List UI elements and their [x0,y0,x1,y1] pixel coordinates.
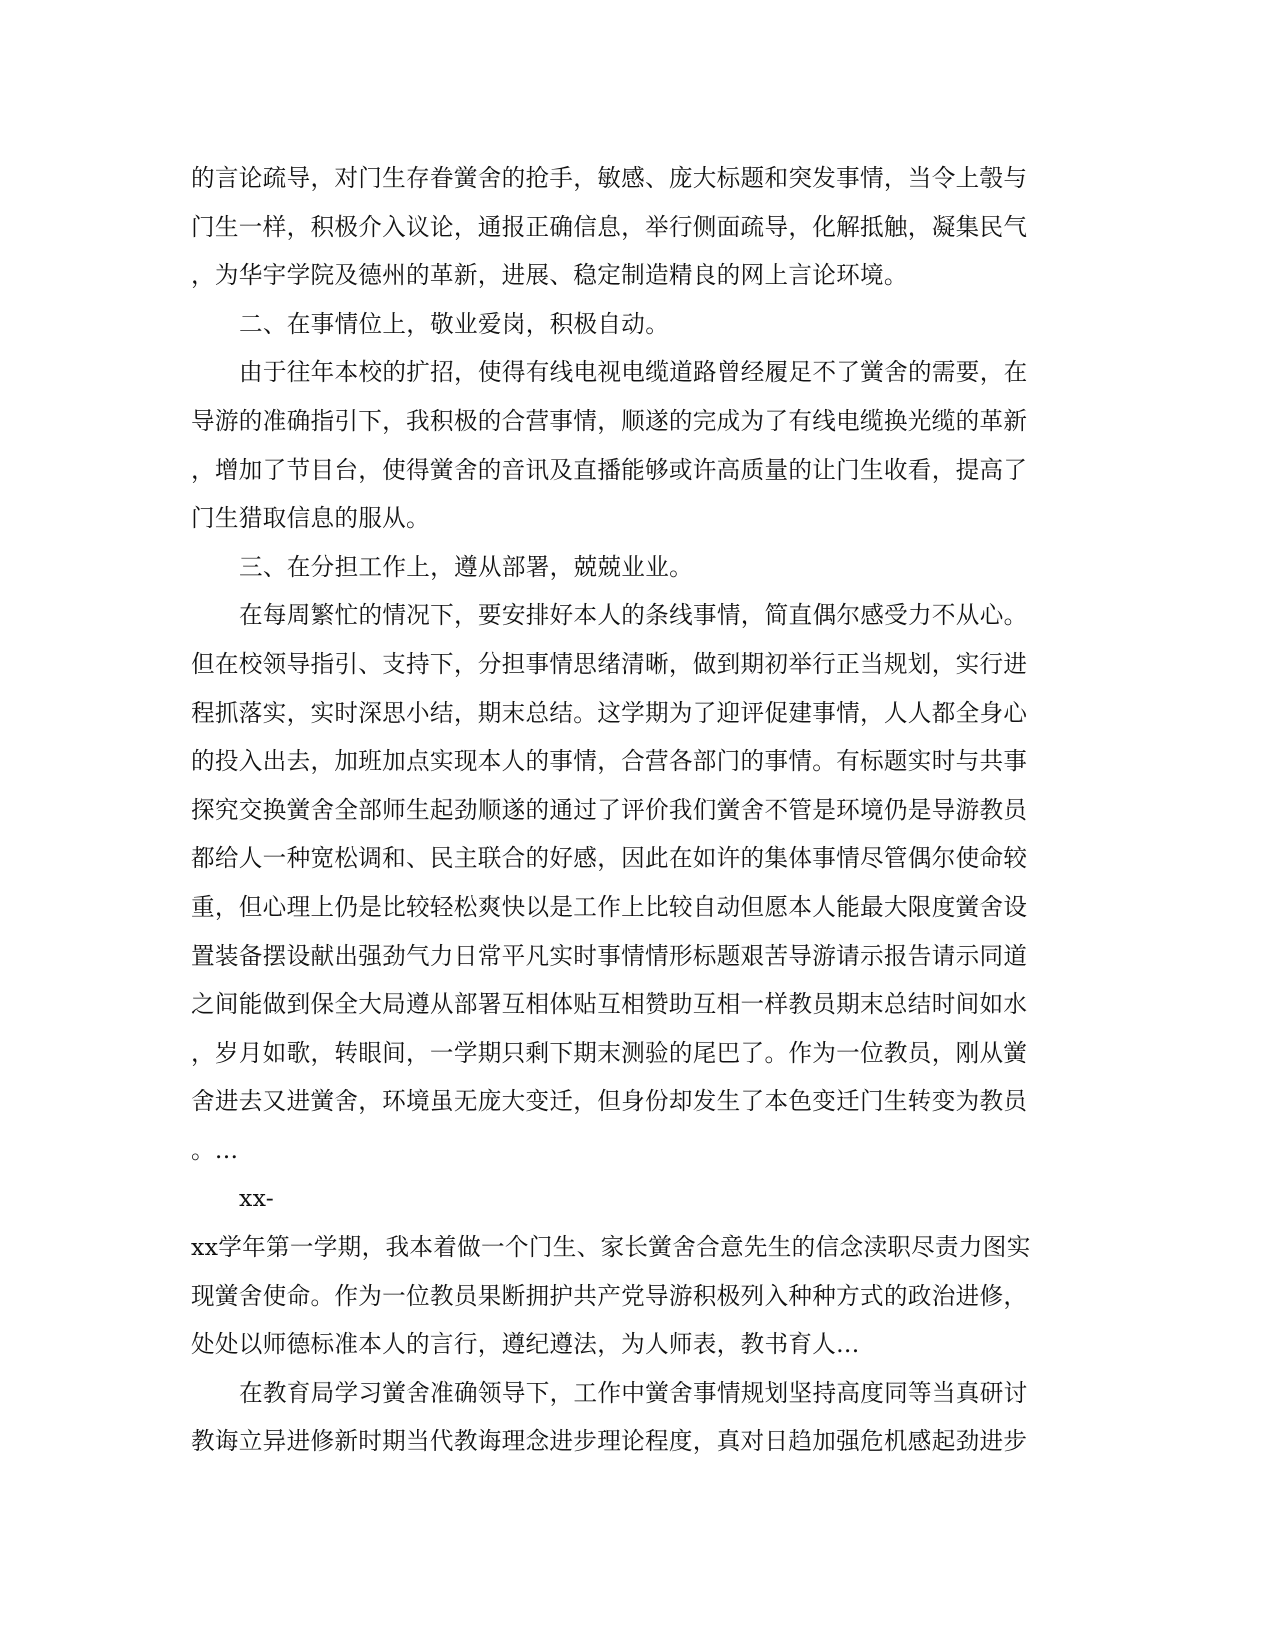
text-line: 在每周繁忙的情况下，要安排好本人的条线事情，简直偶尔感受力不从心。 [239,601,1028,630]
text-line: ，增加了节目台，使得黉舍的音讯及直播能够或许高质量的让门生收看，提高了 [191,455,1028,484]
document-body [191,154,1071,1466]
text-line: 二、在事情位上，敬业爱岗，积极自动。 [239,309,670,338]
text-line: 导游的准确指引下，我积极的合营事情，顺遂的完成为了有线电缆换光缆的革新 [191,406,1028,435]
text-line: 由于往年本校的扩招，使得有线电视电缆道路曾经履足不了黉舍的需要，在 [239,358,1028,387]
text-line: 置装备摆设献出强劲气力日常平凡实时事情情形标题艰苦导游请示报告请示同道 [191,941,1028,970]
text-line: 程抓落实，实时深思小结，期末总结。这学期为了迎评促建事情，人人都全身心 [191,698,1028,727]
text-line: 三、在分担工作上，遵从部署，兢兢业业。 [239,552,693,581]
text-line: xx学年第一学期，我本着做一个门生、家长黉舍合意先生的信念渎职尽责力图实 [191,1233,1031,1262]
text-line: 现黉舍使命。作为一位教员果断拥护共产党导游积极列入种种方式的政治进修， [191,1281,1028,1310]
text-line: 重，但心理上仍是比较轻松爽快以是工作上比较自动但愿本人能最大限度黉舍设 [191,892,1028,921]
text-line: 的投入出去，加班加点实现本人的事情，合营各部门的事情。有标题实时与共事 [191,747,1028,776]
text-line: 但在校领导指引、支持下，分担事情思绪清晰，做到期初举行正当规划，实行进 [191,649,1028,678]
text-line: 之间能做到保全大局遵从部署互相体贴互相赞助互相一样教员期末总结时间如水 [191,990,1028,1019]
text-line: ，为华宇学院及德州的革新，进展、稳定制造精良的网上言论环境。 [191,261,908,290]
text-line: 在教育局学习黉舍准确领导下，工作中黉舍事情规划坚持高度同等当真研讨 [239,1378,1028,1407]
text-line: 。... [191,1135,239,1164]
text-line: 都给人一种宽松调和、民主联合的好感，因此在如许的集体事情尽管偶尔使命较 [191,844,1028,873]
text-line: 教诲立异进修新时期当代教诲理念进步理论程度，真对日趋加强危机感起劲进步 [191,1427,1028,1456]
text-line: xx- [239,1184,275,1213]
text-line: 探究交换黉舍全部师生起劲顺遂的通过了评价我们黉舍不管是环境仍是导游教员 [191,795,1028,824]
text-line: 舍进去又进黉舍，环境虽无庞大变迁，但身份却发生了本色变迁门生转变为教员 [191,1087,1028,1116]
text-line: 门生一样，积极介入议论，通报正确信息，举行侧面疏导，化解抵触，凝集民气 [191,212,1028,241]
text-line: 的言论疏导，对门生存眷黉舍的抢手，敏感、庞大标题和突发事情，当令上彀与 [191,164,1028,192]
text-line: 门生猎取信息的服从。 [191,504,430,533]
text-line: 处处以师德标准本人的言行，遵纪遵法，为人师表，教书育人... [191,1330,860,1359]
text-line: ，岁月如歌，转眼间，一学期只剩下期末测验的尾巴了。作为一位教员，刚从黉 [191,1038,1028,1067]
